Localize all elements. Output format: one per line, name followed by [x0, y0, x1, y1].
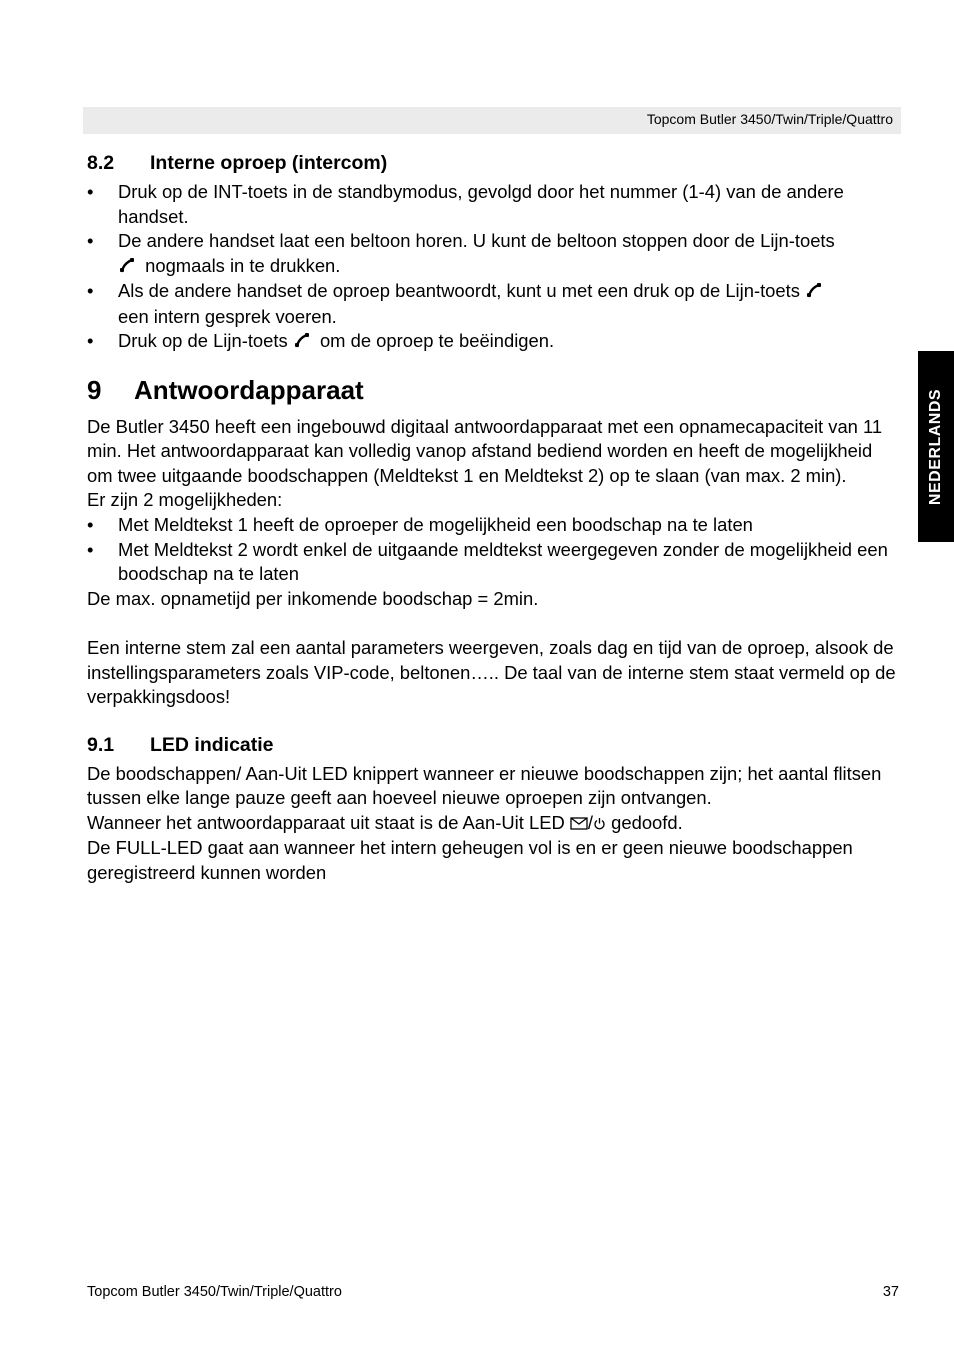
- full-led-description: De FULL-LED gaat aan wanneer het intern geheugen vol is en er geen nieuwe boodschappen geregistreerd kunnen worden: [87, 837, 853, 884]
- list-item: [87, 180, 899, 229]
- header-title: Topcom Butler 3450/Twin/Triple/Quattro: [646, 111, 893, 127]
- led-off-text: Wanneer het antwoordapparaat uit staat is de Aan-Uit LED: [87, 812, 565, 833]
- envelope-icon: [570, 812, 588, 837]
- section-9-heading: [87, 371, 899, 409]
- section-title: Interne oproep (intercom): [150, 152, 388, 174]
- phone-handset-icon: [118, 255, 140, 280]
- section-9-1-heading: [87, 730, 899, 760]
- bullet: •: [87, 538, 94, 560]
- list-item-text: een intern gesprek voeren.: [118, 305, 337, 327]
- max-recording-time: De max. opnametijd per inkomende boodschap = 2min.: [87, 587, 539, 609]
- section-number: 9: [87, 374, 102, 405]
- list-item: [87, 329, 899, 354]
- list-item: [87, 279, 899, 329]
- options-intro: Er zijn 2 mogelijkheden:: [87, 489, 283, 511]
- list-item-text: om de oproep te beëindigen.: [319, 330, 555, 352]
- led-off-description: [87, 811, 899, 836]
- bullet: •: [87, 181, 94, 202]
- list-item: [87, 538, 899, 587]
- page-content: [87, 148, 899, 886]
- list-item-text: nogmaals in te drukken.: [145, 254, 341, 276]
- bullet: •: [87, 280, 94, 302]
- list-item-text: Met Meldtekst 1 heeft de oproeper de mogelijkheid een boodschap na te laten: [118, 514, 753, 536]
- page-header: [83, 107, 901, 134]
- bullet: •: [87, 230, 94, 252]
- list-item-text: Druk op de INT-toets in de standbymodus, gevolgd door het nummer (1-4) van de andere handset.: [118, 181, 844, 227]
- bullet: •: [87, 514, 94, 536]
- section-8-2-heading: [87, 148, 899, 178]
- language-tab: [918, 351, 954, 542]
- voice-info: Een interne stem zal een aantal parameters weergeven, zoals dag en tijd van de oproep, alsook de instellingsparameters zoals VIP-code, beltonen….. De taal van de interne stem staat vermeld op de verpakkingsdoos!: [87, 637, 896, 708]
- power-icon: [593, 812, 606, 837]
- intercom-steps: [87, 180, 899, 355]
- section-number: 9.1: [87, 733, 115, 756]
- phone-handset-icon: [805, 280, 827, 305]
- language-tab-label: NEDERLANDS: [927, 388, 944, 505]
- list-item: [87, 229, 899, 279]
- answering-machine-intro: De Butler 3450 heeft een ingebouwd digitaal antwoordapparaat met een opnamecapaciteit van 11 min. Het antwoordapparaat kan volledig vanop afstand bediend worden en heeft de mogelijkheid om twee uitgaande boodschappen (Meldtekst 1 en Meldtekst 2) op te slaan (van max. 2 min).: [87, 415, 883, 486]
- list-item: [87, 513, 899, 538]
- section-title: LED indicatie: [150, 733, 274, 756]
- bullet: •: [87, 330, 94, 352]
- message-options: [87, 513, 899, 587]
- list-item-text: Als de andere handset de oproep beantwoordt, kunt u met een druk op de Lijn-toets: [118, 280, 800, 302]
- led-description: De boodschappen/ Aan-Uit LED knippert wanneer er nieuwe boodschappen zijn; het aantal flitsen tussen elke lange pauze geeft aan hoeveel nieuwe oproepen zijn ontvangen.: [87, 762, 882, 809]
- footer-title: Topcom Butler 3450/Twin/Triple/Quattro: [87, 1284, 342, 1300]
- list-item-text: Met Meldtekst 2 wordt enkel de uitgaande meldtekst weergegeven zonder de mogelijkheid een boodschap na te laten: [118, 538, 888, 585]
- list-item-text: Druk op de Lijn-toets: [118, 330, 288, 352]
- section-title: Antwoordapparaat: [134, 374, 364, 405]
- page-number: 37: [882, 1284, 899, 1300]
- section-number: 8.2: [87, 152, 115, 174]
- led-off-text-end: gedoofd.: [611, 812, 683, 833]
- phone-handset-icon: [293, 330, 315, 355]
- list-item-text: De andere handset laat een beltoon horen. U kunt de beltoon stoppen door de Lijn-toets: [118, 230, 835, 252]
- icon-separator: /: [587, 812, 594, 833]
